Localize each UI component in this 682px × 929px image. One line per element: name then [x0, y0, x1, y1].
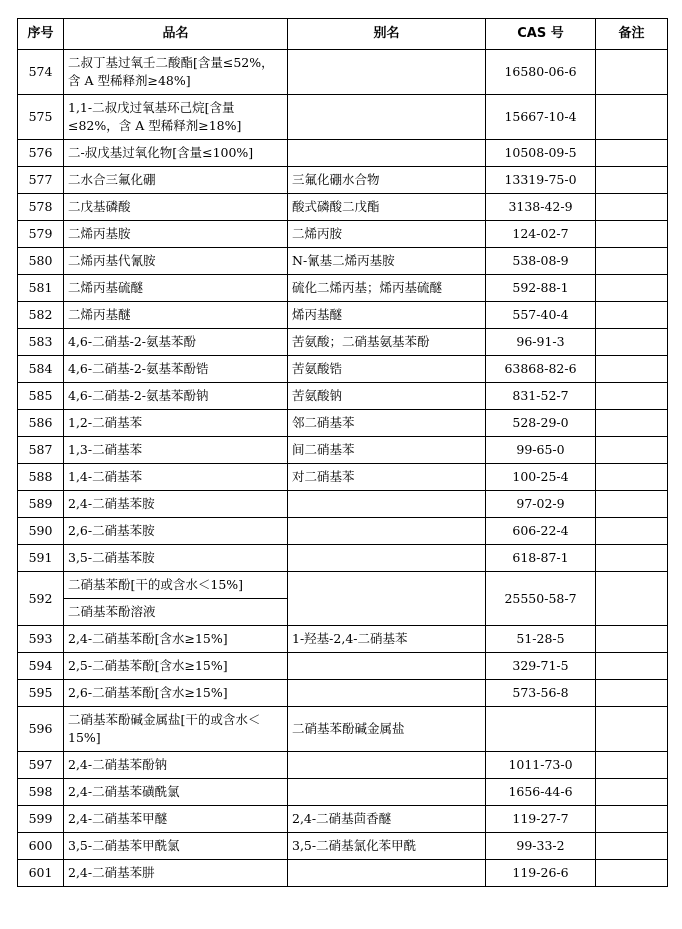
- cell-cas: 119-26-6: [486, 860, 596, 887]
- cell-alias: 烯丙基醚: [288, 302, 486, 329]
- cell-no: 600: [18, 833, 64, 860]
- cell-no: 599: [18, 806, 64, 833]
- cell-note: [596, 275, 668, 302]
- cell-name: 二戊基磷酸: [64, 194, 288, 221]
- cell-note: [596, 806, 668, 833]
- cell-alias: 二硝基苯酚碱金属盐: [288, 707, 486, 752]
- cell-alias: [288, 50, 486, 95]
- cell-name: 2,4-二硝基苯酚[含水≥15%]: [64, 626, 288, 653]
- table-row: [18, 464, 668, 491]
- cell-no: 582: [18, 302, 64, 329]
- table-row: [18, 653, 668, 680]
- cell-cas: 99-33-2: [486, 833, 596, 860]
- table-row: [18, 572, 668, 599]
- table-row: [18, 383, 668, 410]
- cell-name: 4,6-二硝基-2-氨基苯酚: [64, 329, 288, 356]
- cell-cas: 329-71-5: [486, 653, 596, 680]
- cell-note: [596, 329, 668, 356]
- table-row: [18, 95, 668, 140]
- cell-cas: 51-28-5: [486, 626, 596, 653]
- cell-alias: [288, 491, 486, 518]
- table-row: [18, 302, 668, 329]
- cell-no: 598: [18, 779, 64, 806]
- cell-no: 590: [18, 518, 64, 545]
- cell-name: 1,1-二叔戊过氧基环己烷[含量≤82%，含 A 型稀释剂≥18%]: [64, 95, 288, 140]
- cell-cas: 16580-06-6: [486, 50, 596, 95]
- table-row: [18, 221, 668, 248]
- table-row: [18, 410, 668, 437]
- table-row: [18, 833, 668, 860]
- cell-alias: [288, 518, 486, 545]
- cell-no: 577: [18, 167, 64, 194]
- cell-name: 2,4-二硝基苯肼: [64, 860, 288, 887]
- cell-cas: 63868-82-6: [486, 356, 596, 383]
- cell-cas: 1011-73-0: [486, 752, 596, 779]
- cell-note: [596, 545, 668, 572]
- cell-no: 586: [18, 410, 64, 437]
- cell-note: [596, 410, 668, 437]
- cell-note: [596, 572, 668, 626]
- cell-alias: 三氟化硼水合物: [288, 167, 486, 194]
- cell-note: [596, 653, 668, 680]
- cell-cas: 99-65-0: [486, 437, 596, 464]
- cell-alias: [288, 860, 486, 887]
- cell-alias: 苦氨酸钠: [288, 383, 486, 410]
- cell-alias: 邻二硝基苯: [288, 410, 486, 437]
- cell-name: 1,4-二硝基苯: [64, 464, 288, 491]
- cell-no: 587: [18, 437, 64, 464]
- cell-name: 二烯丙基胺: [64, 221, 288, 248]
- cell-alias: 2,4-二硝基茴香醚: [288, 806, 486, 833]
- cell-cas: 124-02-7: [486, 221, 596, 248]
- cell-no: 593: [18, 626, 64, 653]
- cell-cas: 100-25-4: [486, 464, 596, 491]
- cell-alias: [288, 572, 486, 626]
- cell-name: 二烯丙基醚: [64, 302, 288, 329]
- cell-name: 二水合三氟化硼: [64, 167, 288, 194]
- cell-alias: N-氰基二烯丙基胺: [288, 248, 486, 275]
- cell-cas: 831-52-7: [486, 383, 596, 410]
- cell-note: [596, 383, 668, 410]
- cell-alias: [288, 140, 486, 167]
- cell-cas: 557-40-4: [486, 302, 596, 329]
- cell-alias: 苦氨酸锆: [288, 356, 486, 383]
- cell-no: 584: [18, 356, 64, 383]
- cell-alias: 苦氨酸；二硝基氨基苯酚: [288, 329, 486, 356]
- table-row: [18, 248, 668, 275]
- cell-note: [596, 860, 668, 887]
- cell-note: [596, 50, 668, 95]
- cell-no: 595: [18, 680, 64, 707]
- cell-name: 2,4-二硝基苯胺: [64, 491, 288, 518]
- cell-alias: 1-羟基-2,4-二硝基苯: [288, 626, 486, 653]
- table-row: [18, 140, 668, 167]
- cell-note: [596, 437, 668, 464]
- cell-alias: [288, 95, 486, 140]
- cell-name: 1,3-二硝基苯: [64, 437, 288, 464]
- cell-name: 二-叔戊基过氧化物[含量≤100%]: [64, 140, 288, 167]
- cell-note: [596, 356, 668, 383]
- cell-alias: 3,5-二硝基氯化苯甲酰: [288, 833, 486, 860]
- table-row: [18, 680, 668, 707]
- cell-cas: 618-87-1: [486, 545, 596, 572]
- cell-name: 二硝基苯酚[干的或含水＜15%]: [64, 572, 288, 599]
- cell-note: [596, 95, 668, 140]
- cell-name: 3,5-二硝基苯胺: [64, 545, 288, 572]
- cell-cas: 573-56-8: [486, 680, 596, 707]
- cell-name: 4,6-二硝基-2-氨基苯酚锆: [64, 356, 288, 383]
- cell-cas: 592-88-1: [486, 275, 596, 302]
- cell-alias: [288, 653, 486, 680]
- cell-no: 576: [18, 140, 64, 167]
- cell-no: 585: [18, 383, 64, 410]
- cell-name: 二硝基苯酚碱金属盐[干的或含水＜15%]: [64, 707, 288, 752]
- table-row: [18, 491, 668, 518]
- cell-no: 594: [18, 653, 64, 680]
- cell-no: 588: [18, 464, 64, 491]
- cell-note: [596, 221, 668, 248]
- cell-name: 2,6-二硝基苯酚[含水≥15%]: [64, 680, 288, 707]
- cell-alias: 间二硝基苯: [288, 437, 486, 464]
- cell-note: [596, 752, 668, 779]
- chemical-table: [17, 18, 668, 887]
- cell-no: 581: [18, 275, 64, 302]
- cell-cas: 25550-58-7: [486, 572, 596, 626]
- cell-name: 1,2-二硝基苯: [64, 410, 288, 437]
- table-row: [18, 860, 668, 887]
- cell-cas: 10508-09-5: [486, 140, 596, 167]
- table-row: [18, 545, 668, 572]
- cell-name: 2,4-二硝基苯甲醚: [64, 806, 288, 833]
- cell-name: 4,6-二硝基-2-氨基苯酚钠: [64, 383, 288, 410]
- cell-name: 2,5-二硝基苯酚[含水≥15%]: [64, 653, 288, 680]
- table-row: [18, 275, 668, 302]
- cell-note: [596, 248, 668, 275]
- table-row: [18, 752, 668, 779]
- cell-alias: [288, 779, 486, 806]
- cell-no: 579: [18, 221, 64, 248]
- table-row: [18, 50, 668, 95]
- cell-no: 578: [18, 194, 64, 221]
- table-row: [18, 329, 668, 356]
- cell-name: 二叔丁基过氧壬二酸酯[含量≤52%，含 A 型稀释剂≥48%]: [64, 50, 288, 95]
- cell-no: 575: [18, 95, 64, 140]
- table-row: [18, 356, 668, 383]
- cell-note: [596, 707, 668, 752]
- cell-cas: 97-02-9: [486, 491, 596, 518]
- cell-alias: 对二硝基苯: [288, 464, 486, 491]
- cell-no: 596: [18, 707, 64, 752]
- header-note: 备注: [596, 19, 668, 50]
- cell-name: 2,6-二硝基苯胺: [64, 518, 288, 545]
- cell-no: 601: [18, 860, 64, 887]
- cell-alias: [288, 680, 486, 707]
- table-row: [18, 518, 668, 545]
- cell-note: [596, 491, 668, 518]
- cell-no: 583: [18, 329, 64, 356]
- cell-note: [596, 680, 668, 707]
- header-alias: 别名: [288, 19, 486, 50]
- cell-note: [596, 194, 668, 221]
- header-name: 品名: [64, 19, 288, 50]
- cell-cas: 96-91-3: [486, 329, 596, 356]
- cell-name: 2,4-二硝基苯磺酰氯: [64, 779, 288, 806]
- cell-note: [596, 518, 668, 545]
- cell-no: 592: [18, 572, 64, 626]
- cell-note: [596, 779, 668, 806]
- table-row: [18, 626, 668, 653]
- cell-name: 2,4-二硝基苯酚钠: [64, 752, 288, 779]
- cell-cas: 119-27-7: [486, 806, 596, 833]
- cell-alias: [288, 545, 486, 572]
- cell-no: 580: [18, 248, 64, 275]
- cell-name-2: 二硝基苯酚溶液: [64, 599, 288, 626]
- cell-cas: 15667-10-4: [486, 95, 596, 140]
- header-no: 序号: [18, 19, 64, 50]
- cell-alias: 硫化二烯丙基；烯丙基硫醚: [288, 275, 486, 302]
- cell-name: 二烯丙基硫醚: [64, 275, 288, 302]
- cell-cas: 528-29-0: [486, 410, 596, 437]
- cell-note: [596, 302, 668, 329]
- table-row: [18, 806, 668, 833]
- cell-alias: 二烯丙胺: [288, 221, 486, 248]
- cell-cas: 3138-42-9: [486, 194, 596, 221]
- cell-no: 574: [18, 50, 64, 95]
- table-row: [18, 167, 668, 194]
- cell-note: [596, 833, 668, 860]
- table-row: [18, 707, 668, 752]
- table-body: [18, 50, 668, 887]
- cell-note: [596, 464, 668, 491]
- cell-note: [596, 140, 668, 167]
- cell-no: 597: [18, 752, 64, 779]
- table-row: [18, 437, 668, 464]
- cell-name: 二烯丙基代氰胺: [64, 248, 288, 275]
- table-row: [18, 194, 668, 221]
- cell-cas: [486, 707, 596, 752]
- cell-no: 589: [18, 491, 64, 518]
- cell-cas: 538-08-9: [486, 248, 596, 275]
- cell-note: [596, 167, 668, 194]
- table-row: [18, 779, 668, 806]
- cell-cas: 606-22-4: [486, 518, 596, 545]
- header-cas: CAS 号: [486, 19, 596, 50]
- cell-alias: 酸式磷酸二戊酯: [288, 194, 486, 221]
- cell-name: 3,5-二硝基苯甲酰氯: [64, 833, 288, 860]
- cell-alias: [288, 752, 486, 779]
- cell-note: [596, 626, 668, 653]
- cell-no: 591: [18, 545, 64, 572]
- cell-cas: 13319-75-0: [486, 167, 596, 194]
- cell-cas: 1656-44-6: [486, 779, 596, 806]
- table-header-row: [18, 19, 668, 50]
